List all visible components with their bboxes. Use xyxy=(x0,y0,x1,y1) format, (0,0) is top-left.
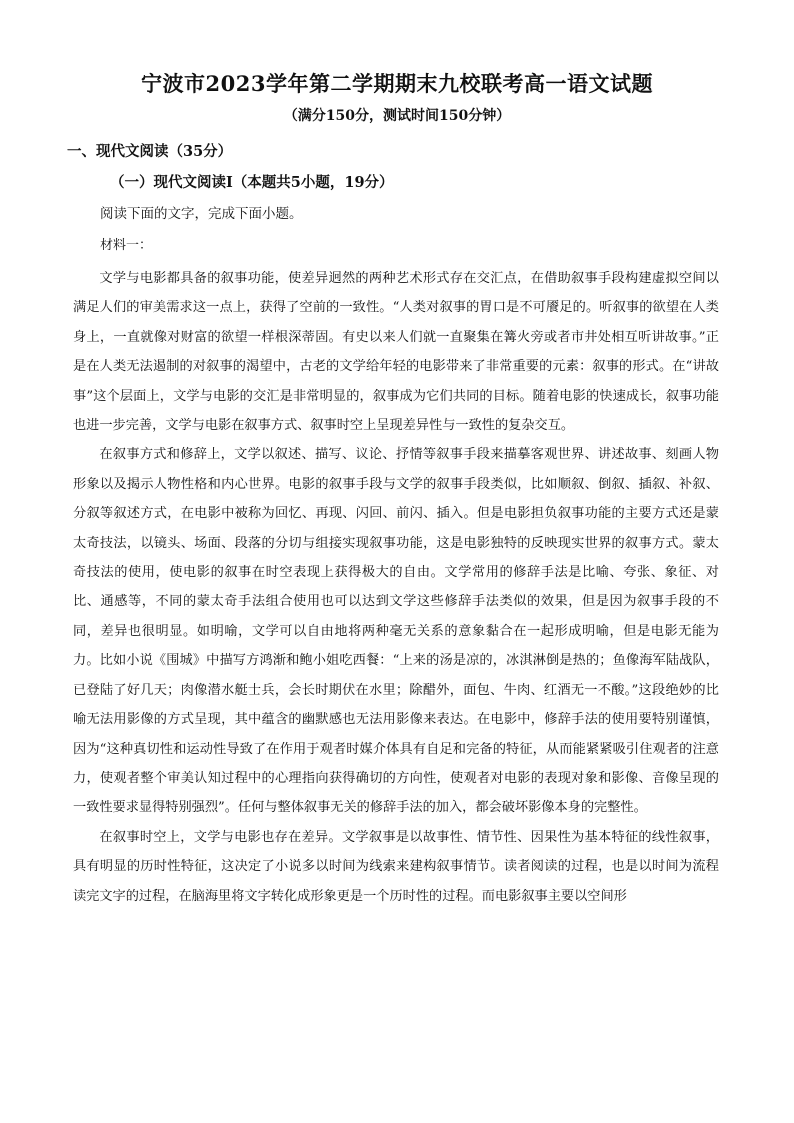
passage-body xyxy=(73,264,719,911)
exam-info: （满分150分，测试时间150分钟） xyxy=(283,108,511,124)
material-label: 材料一： xyxy=(100,238,153,253)
paragraph: 在叙事方式和修辞上，文学以叙述、描写、议论、抒情等叙事手段来描摹客观世界、讲述故事、刻画人物形象以及揭示人物性格和内心世界。电影的叙事手段与文学的叙事手段类似，比如顺叙、倒叙、插叙、补叙、分叙等叙述方式，在电影中被称为回忆、再现、闪回、前闪、插入。但是电影担负叙事功能的主要方式还是蒙太奇技法，以镜头、场面、段落的分切与组接实现叙事功能，这是电影独特的反映现实世界的叙事方式。蒙太奇技法的使用，使电影的叙事在时空表现上获得极大的自由。文学常用的修辞手法是比喻、夸张、象征、对比、通感等，不同的蒙太奇手法组合使用也可以达到文学这些修辞手法类似的效果，但是因为叙事手段的不同，差异也很明显。如明喻，文学可以自由地将两种毫无关系的意象黏合在一起形成明喻，但是电影无能为力。比如小说《围城》中描写方鸿渐和鲍小姐吃西餐：“上来的汤是凉的，冰淇淋倒是热的；鱼像海军陆战队，已登陆了好几天；肉像潜水艇士兵，会长时期伏在水里；除醋外，面包、牛肉、红酒无一不酸。”这段绝妙的比喻无法用影像的方式呈现，其中蕴含的幽默感也无法用影像来表达。在电影中，修辞手法的使用要特别谨慎，因为“这种真切性和运动性导致了在作用于观者时媒介体具有自足和完备的特征，从而能紧紧吸引住观者的注意力，使观者整个审美认知过程中的心理指向获得确切的方向性，使观者对电影的表现对象和影像、音像呈现的一致性要求显得特别强烈”。任何与整体叙事无关的修辞手法的加入，都会破坏影像本身的完整性。 xyxy=(73,447,719,816)
paragraph: 文学与电影都具备的叙事功能，使差异迥然的两种艺术形式存在交汇点，在借助叙事手段构建虚拟空间以满足人们的审美需求这一点上，获得了空前的一致性。“人类对叙事的胃口是不可餍足的。听叙事的欲望在人类身上，一直就像对财富的欲望一样根深蒂固。有史以来人们就一直聚集在篝火旁或者市井处相互听讲故事。”正是在人类无法遏制的对叙事的渴望中，古老的文学给年轻的电影带来了非常重要的元素：叙事的形式。在“讲故事”这个层面上，文学与电影的交汇是非常明显的，叙事成为它们共同的目标。随着电影的快速成长，叙事功能也进一步完善，文学与电影在叙事方式、叙事时空上呈现差异性与一致性的复杂交互。 xyxy=(73,271,719,434)
section-heading: 一、现代文阅读（35分） xyxy=(67,143,233,160)
page-title: 宁波市2023学年第二学期期末九校联考高一语文试题 xyxy=(141,71,653,96)
reading-instruction: 阅读下面的文字，完成下面小题。 xyxy=(100,206,303,222)
subsection-heading: （一）现代文阅读Ⅰ（本题共5小题，19分） xyxy=(110,174,394,191)
paragraph: 在叙事时空上，文学与电影也存在差异。文学叙事是以故事性、情节性、因果性为基本特征的线性叙事，具有明显的历时性特征，这决定了小说多以时间为线索来建构叙事情节。读者阅读的过程，也是以时间为流程读完文字的过程，在脑海里将文字转化成形象更是一个历时性的过程。而电影叙事主要以空间形 xyxy=(73,829,719,904)
